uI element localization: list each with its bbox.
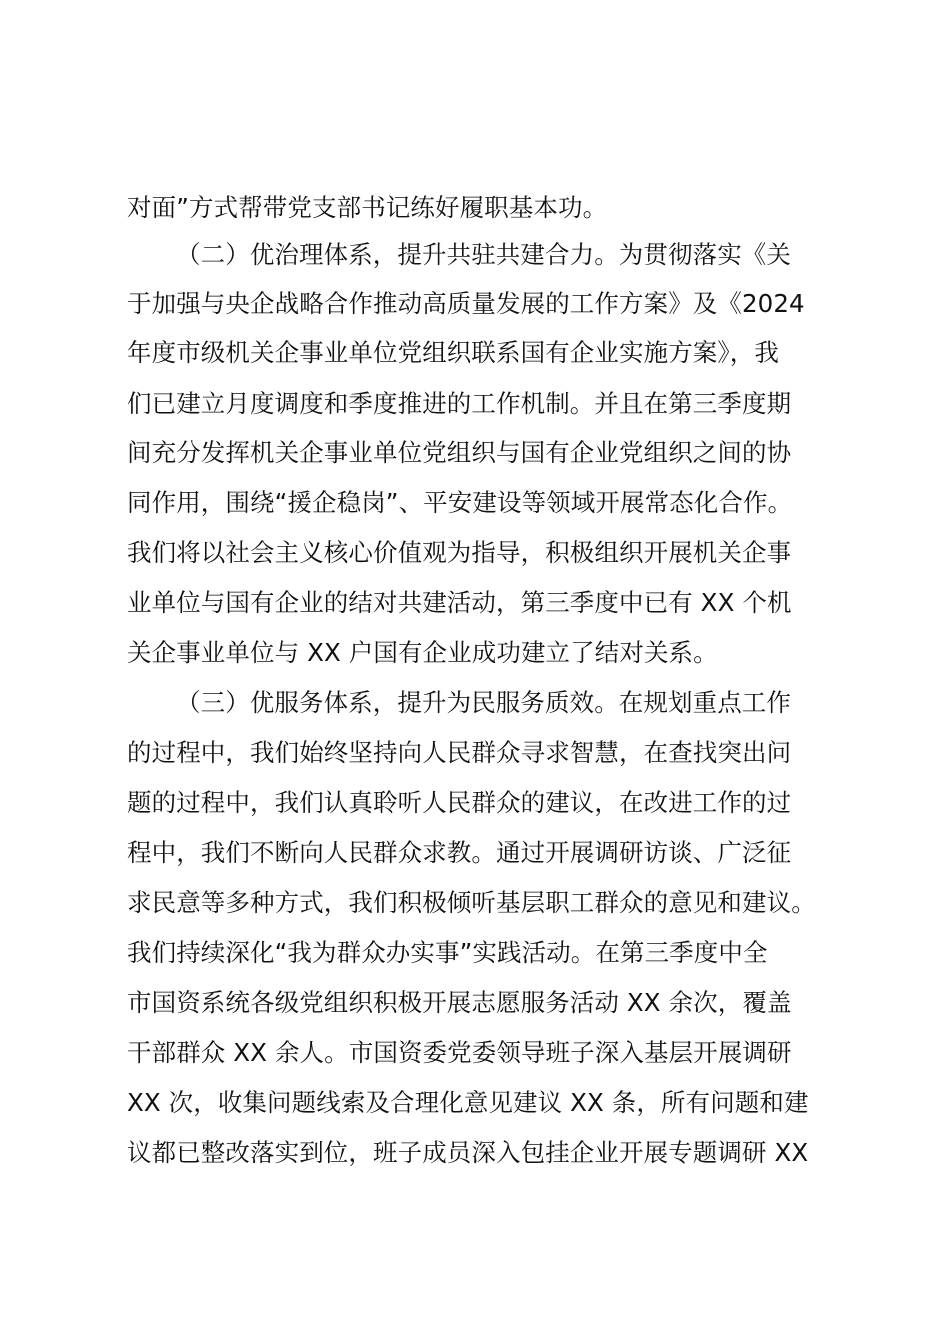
text-line-4: 年度市级机关企事业单位党组织联系国有企业实施方案》，我 — [127, 338, 779, 367]
text-line-14: 程中，我们不断向人民群众求教。通过开展调研访谈、广泛征 — [127, 838, 792, 867]
section-3-heading-line: （三）优服务体系，提升为民服务质效。在规划重点工作 — [176, 688, 791, 717]
text-line-15: 求民意等多种方式，我们积极倾听基层职工群众的意见和建议。 — [127, 888, 816, 917]
text-line-3: 于加强与央企战略合作推动高质量发展的工作方案》及《2024 — [127, 289, 805, 318]
text-line-1: 对面”方式帮带党支部书记练好履职基本功。 — [127, 193, 608, 222]
text-line-13: 题的过程中，我们认真聆听人民群众的建议，在改进工作的过 — [127, 788, 792, 817]
text-line-9: 业单位与国有企业的结对共建活动，第三季度中已有 XX 个机 — [127, 588, 792, 617]
text-line-5: 们已建立月度调度和季度推进的工作机制。并且在第三季度期 — [127, 389, 792, 418]
text-line-12: 的过程中，我们始终坚持向人民群众寻求智慧，在查找突出问 — [127, 738, 792, 767]
text-line-8: 我们将以社会主义核心价值观为指导，积极组织开展机关企事 — [127, 538, 792, 567]
text-line-18: 干部群众 XX 余人。市国资委党委领导班子深入基层开展调研 — [127, 1038, 792, 1067]
text-line-19: XX 次，收集问题线索及合理化意见建议 XX 条，所有问题和建 — [127, 1088, 809, 1117]
text-line-20: 议都已整改落实到位，班子成员深入包挂企业开展专题调研 XX — [127, 1138, 809, 1167]
text-line-10: 关企事业单位与 XX 户国有企业成功建立了结对关系。 — [127, 638, 718, 667]
text-line-6: 间充分发挥机关企事业单位党组织与国有企业党组织之间的协 — [127, 438, 792, 467]
section-2-heading-line: （二）优治理体系，提升共驻共建合力。为贯彻落实《关 — [176, 240, 791, 269]
text-line-17: 市国资系统各级党组织积极开展志愿服务活动 XX 余次，覆盖 — [127, 988, 792, 1017]
text-line-16: 我们持续深化“我为群众办实事”实践活动。在第三季度中全 — [127, 938, 768, 967]
text-line-7: 同作用，围绕“援企稳岗”、平安建设等领域开展常态化合作。 — [127, 488, 793, 517]
